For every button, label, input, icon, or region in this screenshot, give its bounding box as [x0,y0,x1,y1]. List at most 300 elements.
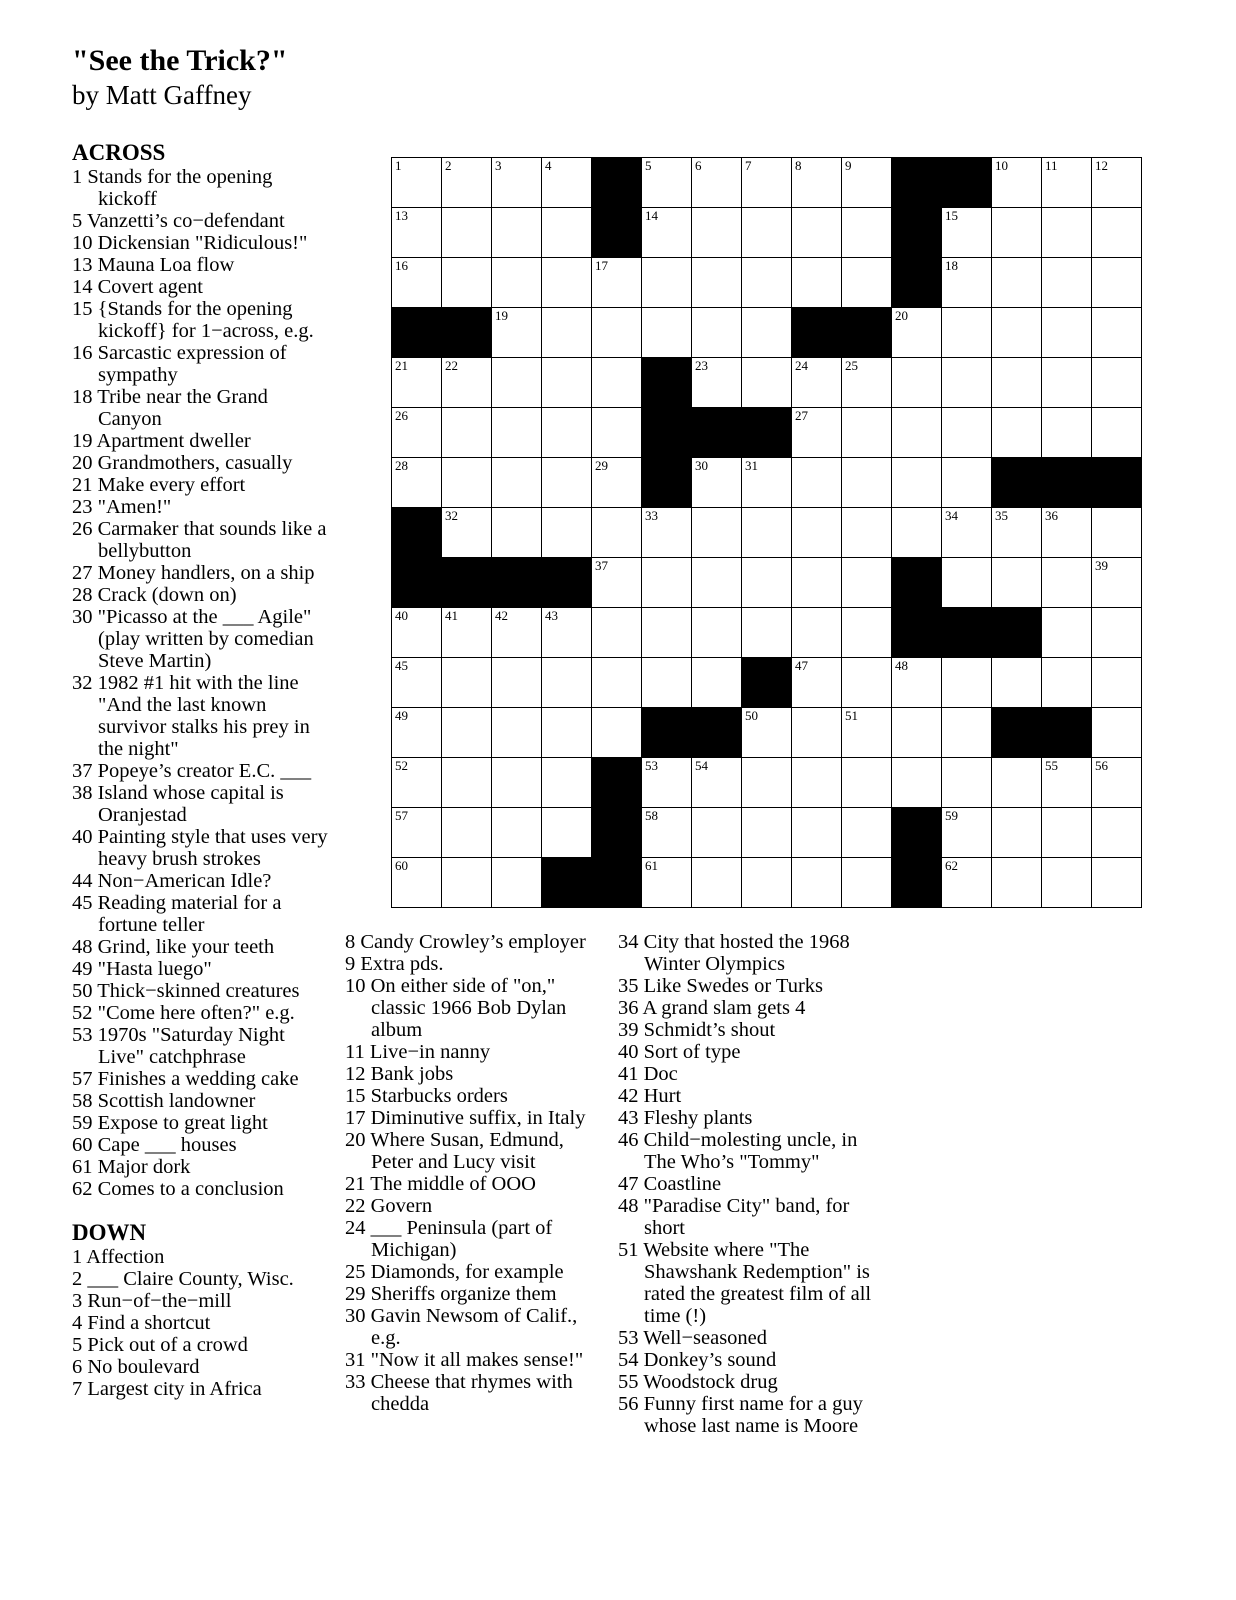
across-clue-10[interactable] [72,232,332,254]
clue-number: 5 [72,210,83,232]
cell-number: 24 [795,358,808,373]
grid-cell[interactable] [991,257,1042,308]
grid-cell[interactable] [991,857,1042,908]
across-clue-27[interactable] [72,562,332,584]
grid-cell[interactable] [691,457,742,508]
grid-cell[interactable] [541,507,592,558]
grid-cell[interactable] [391,407,442,458]
grid-cell[interactable] [941,657,992,708]
grid-cell[interactable] [791,357,842,408]
down-clue-33[interactable] [345,1371,600,1415]
across-clue-15[interactable] [72,298,332,342]
across-clue-40[interactable] [72,826,332,870]
black-square [891,857,942,908]
across-clue-59[interactable] [72,1112,332,1134]
across-clue-23[interactable] [72,496,332,518]
grid-cell[interactable] [791,857,842,908]
clue-number: 52 [72,1002,93,1024]
grid-cell[interactable] [541,457,592,508]
across-clue-52[interactable] [72,1002,332,1024]
grid-cell[interactable] [1041,657,1092,708]
grid-cell[interactable] [791,257,842,308]
grid-cell[interactable] [691,307,742,358]
grid-cell[interactable] [391,757,442,808]
grid-cell[interactable] [941,757,992,808]
grid-cell[interactable] [991,157,1042,208]
grid-cell[interactable] [891,407,942,458]
down-clue-6[interactable] [72,1356,332,1378]
grid-cell[interactable] [641,607,692,658]
grid-cell[interactable] [491,757,542,808]
down-clue-11[interactable] [345,1041,600,1063]
grid-cell[interactable] [391,807,442,858]
grid-cell[interactable] [1091,707,1142,758]
down-clue-3[interactable] [72,1290,332,1312]
clue-text: On either side of "on," classic 1966 Bob Dylan album [370,975,567,1041]
grid-cell[interactable] [441,857,492,908]
grid-cell[interactable] [541,807,592,858]
clue-text: Like Swedes or Turks [643,975,824,997]
clue-number: 45 [72,892,93,914]
grid-cell[interactable] [841,607,892,658]
grid-cell[interactable] [741,257,792,308]
grid-cell[interactable] [841,757,892,808]
grid-cell[interactable] [791,807,842,858]
grid-cell[interactable] [591,357,642,408]
grid-cell[interactable] [1091,207,1142,258]
across-clue-62[interactable] [72,1178,332,1200]
grid-cell[interactable] [391,357,442,408]
grid-cell[interactable] [791,707,842,758]
grid-cell[interactable] [691,757,742,808]
cell-number: 54 [695,758,708,773]
grid-cell[interactable] [1091,557,1142,608]
down-clue-24[interactable] [345,1217,600,1261]
grid-cell[interactable] [941,407,992,458]
grid-cell[interactable] [441,207,492,258]
clue-number: 35 [618,975,639,997]
grid-cell[interactable] [891,457,942,508]
clue-text: Run−of−the−mill [87,1290,232,1312]
grid-cell[interactable] [741,857,792,908]
grid-cell[interactable] [1091,257,1142,308]
clue-text: Stands for the opening kickoff [87,166,273,210]
down-clue-10[interactable] [345,975,600,1041]
grid-cell[interactable] [1091,807,1142,858]
grid-cell[interactable] [891,757,942,808]
grid-cell[interactable] [941,207,992,258]
down-clue-4[interactable] [72,1312,332,1334]
grid-cell[interactable] [441,357,492,408]
across-clue-61[interactable] [72,1156,332,1178]
grid-cell[interactable] [991,507,1042,558]
across-clue-32[interactable] [72,672,332,760]
grid-cell[interactable] [541,757,592,808]
grid-cell[interactable] [741,607,792,658]
grid-cell[interactable] [841,857,892,908]
grid-cell[interactable] [991,657,1042,708]
grid-cell[interactable] [741,757,792,808]
grid-cell[interactable] [841,407,892,458]
down-clue-25[interactable] [345,1261,600,1283]
grid-cell[interactable] [991,807,1042,858]
grid-cell[interactable] [541,607,592,658]
grid-cell[interactable] [491,607,542,658]
grid-cell[interactable] [991,357,1042,408]
down-clue-30[interactable] [345,1305,600,1349]
down-clue-40[interactable] [618,1041,878,1063]
grid-cell[interactable] [1041,357,1092,408]
across-clue-28[interactable] [72,584,332,606]
grid-cell[interactable] [641,307,692,358]
clue-text: Finishes a wedding cake [97,1068,299,1090]
across-clue-45[interactable] [72,892,332,936]
grid-cell[interactable] [891,707,942,758]
grid-cell[interactable] [841,457,892,508]
grid-cell[interactable] [441,807,492,858]
grid-cell[interactable] [691,807,742,858]
grid-cell[interactable] [841,807,892,858]
grid-cell[interactable] [441,607,492,658]
down-clue-36[interactable] [618,997,878,1019]
grid-cell[interactable] [441,507,492,558]
grid-cell[interactable] [491,857,542,908]
down-clue-21[interactable] [345,1173,600,1195]
grid-cell[interactable] [791,457,842,508]
grid-cell[interactable] [641,207,692,258]
black-square [891,207,942,258]
grid-cell[interactable] [991,557,1042,608]
grid-cell[interactable] [841,657,892,708]
clue-number: 51 [618,1239,639,1261]
grid-cell[interactable] [391,257,442,308]
down-clue-48[interactable] [618,1195,878,1239]
grid-cell[interactable] [841,707,892,758]
grid-cell[interactable] [391,607,442,658]
grid-cell[interactable] [491,207,542,258]
grid-cell[interactable] [941,307,992,358]
cell-number: 18 [945,258,958,273]
down-clue-9[interactable] [345,953,600,975]
grid-cell[interactable] [441,757,492,808]
across-clue-14[interactable] [72,276,332,298]
clue-number: 18 [72,386,93,408]
across-clue-16[interactable] [72,342,332,386]
cell-number: 49 [395,708,408,723]
grid-cell[interactable] [691,507,742,558]
grid-cell[interactable] [691,857,742,908]
grid-cell[interactable] [941,507,992,558]
grid-cell[interactable] [741,807,792,858]
cell-number: 58 [645,808,658,823]
down-clue-7[interactable] [72,1378,332,1400]
down-clue-54[interactable] [618,1349,878,1371]
down-clue-55[interactable] [618,1371,878,1393]
down-clue-35[interactable] [618,975,878,997]
down-clue-47[interactable] [618,1173,878,1195]
grid-cell[interactable] [1041,157,1092,208]
down-clue-12[interactable] [345,1063,600,1085]
grid-cell[interactable] [1041,757,1092,808]
down-clue-46[interactable] [618,1129,878,1173]
puzzle-title: "See the Trick?" [72,44,288,77]
grid-cell[interactable] [591,257,642,308]
grid-cell[interactable] [741,507,792,558]
down-clue-31[interactable] [345,1349,600,1371]
clue-text: Apartment dweller [96,430,251,452]
grid-cell[interactable] [841,157,892,208]
grid-cell[interactable] [441,707,492,758]
down-clue-39[interactable] [618,1019,878,1041]
grid-cell[interactable] [591,307,642,358]
grid-cell[interactable] [1041,557,1092,608]
grid-cell[interactable] [841,507,892,558]
grid-cell[interactable] [491,357,542,408]
grid-cell[interactable] [591,507,642,558]
grid-cell[interactable] [1091,507,1142,558]
grid-cell[interactable] [591,407,642,458]
across-clue-5[interactable] [72,210,332,232]
down-clue-34[interactable] [618,931,878,975]
clue-text: Sort of type [643,1041,741,1063]
down-clue-15[interactable] [345,1085,600,1107]
grid-cell[interactable] [791,207,842,258]
black-square [691,707,742,758]
grid-cell[interactable] [791,607,842,658]
grid-cell[interactable] [491,307,542,358]
across-clue-49[interactable] [72,958,332,980]
grid-cell[interactable] [491,507,542,558]
down-clue-22[interactable] [345,1195,600,1217]
grid-cell[interactable] [391,857,442,908]
clue-text: Cheese that rhymes with chedda [370,1371,573,1415]
grid-cell[interactable] [691,657,742,708]
grid-cell[interactable] [1041,857,1092,908]
across-clue-19[interactable] [72,430,332,452]
across-clue-30[interactable] [72,606,332,672]
grid-cell[interactable] [1091,757,1142,808]
grid-cell[interactable] [391,207,442,258]
grid-cell[interactable] [391,657,442,708]
grid-cell[interactable] [791,757,842,808]
across-clue-18[interactable] [72,386,332,430]
grid-cell[interactable] [991,307,1042,358]
down-clue-41[interactable] [618,1063,878,1085]
grid-cell[interactable] [1041,807,1092,858]
down-clue-20[interactable] [345,1129,600,1173]
across-clue-60[interactable] [72,1134,332,1156]
grid-cell[interactable] [1091,407,1142,458]
grid-cell[interactable] [691,207,742,258]
down-clue-43[interactable] [618,1107,878,1129]
grid-cell[interactable] [841,207,892,258]
down-clue-51[interactable] [618,1239,878,1327]
cell-number: 5 [645,158,652,173]
across-clue-21[interactable] [72,474,332,496]
across-clue-13[interactable] [72,254,332,276]
grid-cell[interactable] [941,707,992,758]
grid-cell[interactable] [1041,307,1092,358]
grid-cell[interactable] [1041,507,1092,558]
grid-cell[interactable] [791,507,842,558]
grid-cell[interactable] [491,157,542,208]
grid-cell[interactable] [741,707,792,758]
across-clue-37[interactable] [72,760,332,782]
across-clue-57[interactable] [72,1068,332,1090]
grid-cell[interactable] [741,357,792,408]
grid-cell[interactable] [441,157,492,208]
grid-cell[interactable] [941,357,992,408]
across-clue-38[interactable] [72,782,332,826]
black-square [891,257,942,308]
grid-cell[interactable] [991,207,1042,258]
grid-cell[interactable] [491,807,542,858]
grid-cell[interactable] [1041,407,1092,458]
across-clue-44[interactable] [72,870,332,892]
grid-cell[interactable] [491,457,542,508]
grid-cell[interactable] [941,257,992,308]
across-clue-1[interactable] [72,166,332,210]
grid-cell[interactable] [641,557,692,608]
across-clue-48[interactable] [72,936,332,958]
black-square [1041,707,1092,758]
grid-cell[interactable] [441,257,492,308]
grid-cell[interactable] [491,657,542,708]
grid-cell[interactable] [391,157,442,208]
grid-cell[interactable] [841,257,892,308]
grid-cell[interactable] [891,307,942,358]
grid-cell[interactable] [541,257,592,308]
grid-cell[interactable] [641,807,692,858]
clue-number: 12 [345,1063,366,1085]
grid-cell[interactable] [641,257,692,308]
grid-cell[interactable] [541,307,592,358]
down-clue-42[interactable] [618,1085,878,1107]
across-clue-26[interactable] [72,518,332,562]
clue-number: 15 [345,1085,366,1107]
clue-number: 53 [72,1024,93,1046]
cell-number: 25 [845,358,858,373]
grid-cell[interactable] [641,857,692,908]
puzzle-byline: by Matt Gaffney [72,80,252,110]
grid-cell[interactable] [691,157,742,208]
grid-cell[interactable] [1091,607,1142,658]
grid-cell[interactable] [1091,857,1142,908]
grid-cell[interactable] [941,557,992,608]
grid-cell[interactable] [591,557,642,608]
across-clue-50[interactable] [72,980,332,1002]
grid-cell[interactable] [391,707,442,758]
grid-cell[interactable] [441,457,492,508]
across-heading: ACROSS [72,140,166,165]
grid-cell[interactable] [441,407,492,458]
grid-cell[interactable] [641,757,692,808]
grid-cell[interactable] [941,807,992,858]
clue-text: Carmaker that sounds like a bellybutton [97,518,327,562]
grid-cell[interactable] [641,507,692,558]
grid-cell[interactable] [541,157,592,208]
clue-number: 10 [72,232,93,254]
grid-cell[interactable] [941,857,992,908]
clue-number: 55 [618,1371,639,1393]
grid-cell[interactable] [1091,357,1142,408]
grid-cell[interactable] [541,707,592,758]
down-clue-5[interactable] [72,1334,332,1356]
grid-cell[interactable] [691,357,742,408]
grid-cell[interactable] [541,657,592,708]
black-square [841,307,892,358]
grid-cell[interactable] [391,457,442,508]
grid-cell[interactable] [591,457,642,508]
grid-cell[interactable] [591,657,642,708]
grid-cell[interactable] [741,457,792,508]
down-clue-56[interactable] [618,1393,878,1437]
grid-cell[interactable] [541,207,592,258]
clue-text: Donkey’s sound [643,1349,777,1371]
grid-cell[interactable] [791,557,842,608]
grid-cell[interactable] [641,157,692,208]
grid-cell[interactable] [741,307,792,358]
black-square [741,657,792,708]
across-clue-20[interactable] [72,452,332,474]
grid-cell[interactable] [491,407,542,458]
across-clue-58[interactable] [72,1090,332,1112]
down-clue-17[interactable] [345,1107,600,1129]
grid-cell[interactable] [441,657,492,708]
grid-cell[interactable] [841,357,892,408]
grid-cell[interactable] [491,257,542,308]
grid-cell[interactable] [1041,257,1092,308]
grid-cell[interactable] [491,707,542,758]
grid-cell[interactable] [691,257,742,308]
grid-cell[interactable] [1091,157,1142,208]
grid-cell[interactable] [541,357,592,408]
grid-cell[interactable] [991,757,1042,808]
grid-cell[interactable] [641,657,692,708]
grid-cell[interactable] [791,657,842,708]
grid-cell[interactable] [741,557,792,608]
grid-cell[interactable] [891,357,942,408]
grid-cell[interactable] [591,707,642,758]
clue-number: 53 [618,1327,639,1349]
grid-cell[interactable] [791,157,842,208]
grid-cell[interactable] [541,407,592,458]
grid-cell[interactable] [941,457,992,508]
down-clue-8[interactable] [345,931,600,953]
grid-cell[interactable] [1041,207,1092,258]
clue-text: "Paradise City" band, for short [643,1195,850,1239]
grid-cell[interactable] [591,607,642,658]
grid-cell[interactable] [891,507,942,558]
across-clue-53[interactable] [72,1024,332,1068]
down-clue-53[interactable] [618,1327,878,1349]
grid-cell[interactable] [991,407,1042,458]
grid-cell[interactable] [1091,307,1142,358]
grid-cell[interactable] [1041,607,1092,658]
down-clue-1[interactable] [72,1246,332,1268]
grid-cell[interactable] [741,157,792,208]
grid-cell[interactable] [791,407,842,458]
grid-cell[interactable] [841,557,892,608]
grid-cell[interactable] [691,607,742,658]
grid-cell[interactable] [741,207,792,258]
grid-cell[interactable] [891,657,942,708]
down-clue-29[interactable] [345,1283,600,1305]
down-clue-2[interactable] [72,1268,332,1290]
grid-cell[interactable] [691,557,742,608]
grid-cell[interactable] [1091,657,1142,708]
cell-number: 30 [695,458,708,473]
